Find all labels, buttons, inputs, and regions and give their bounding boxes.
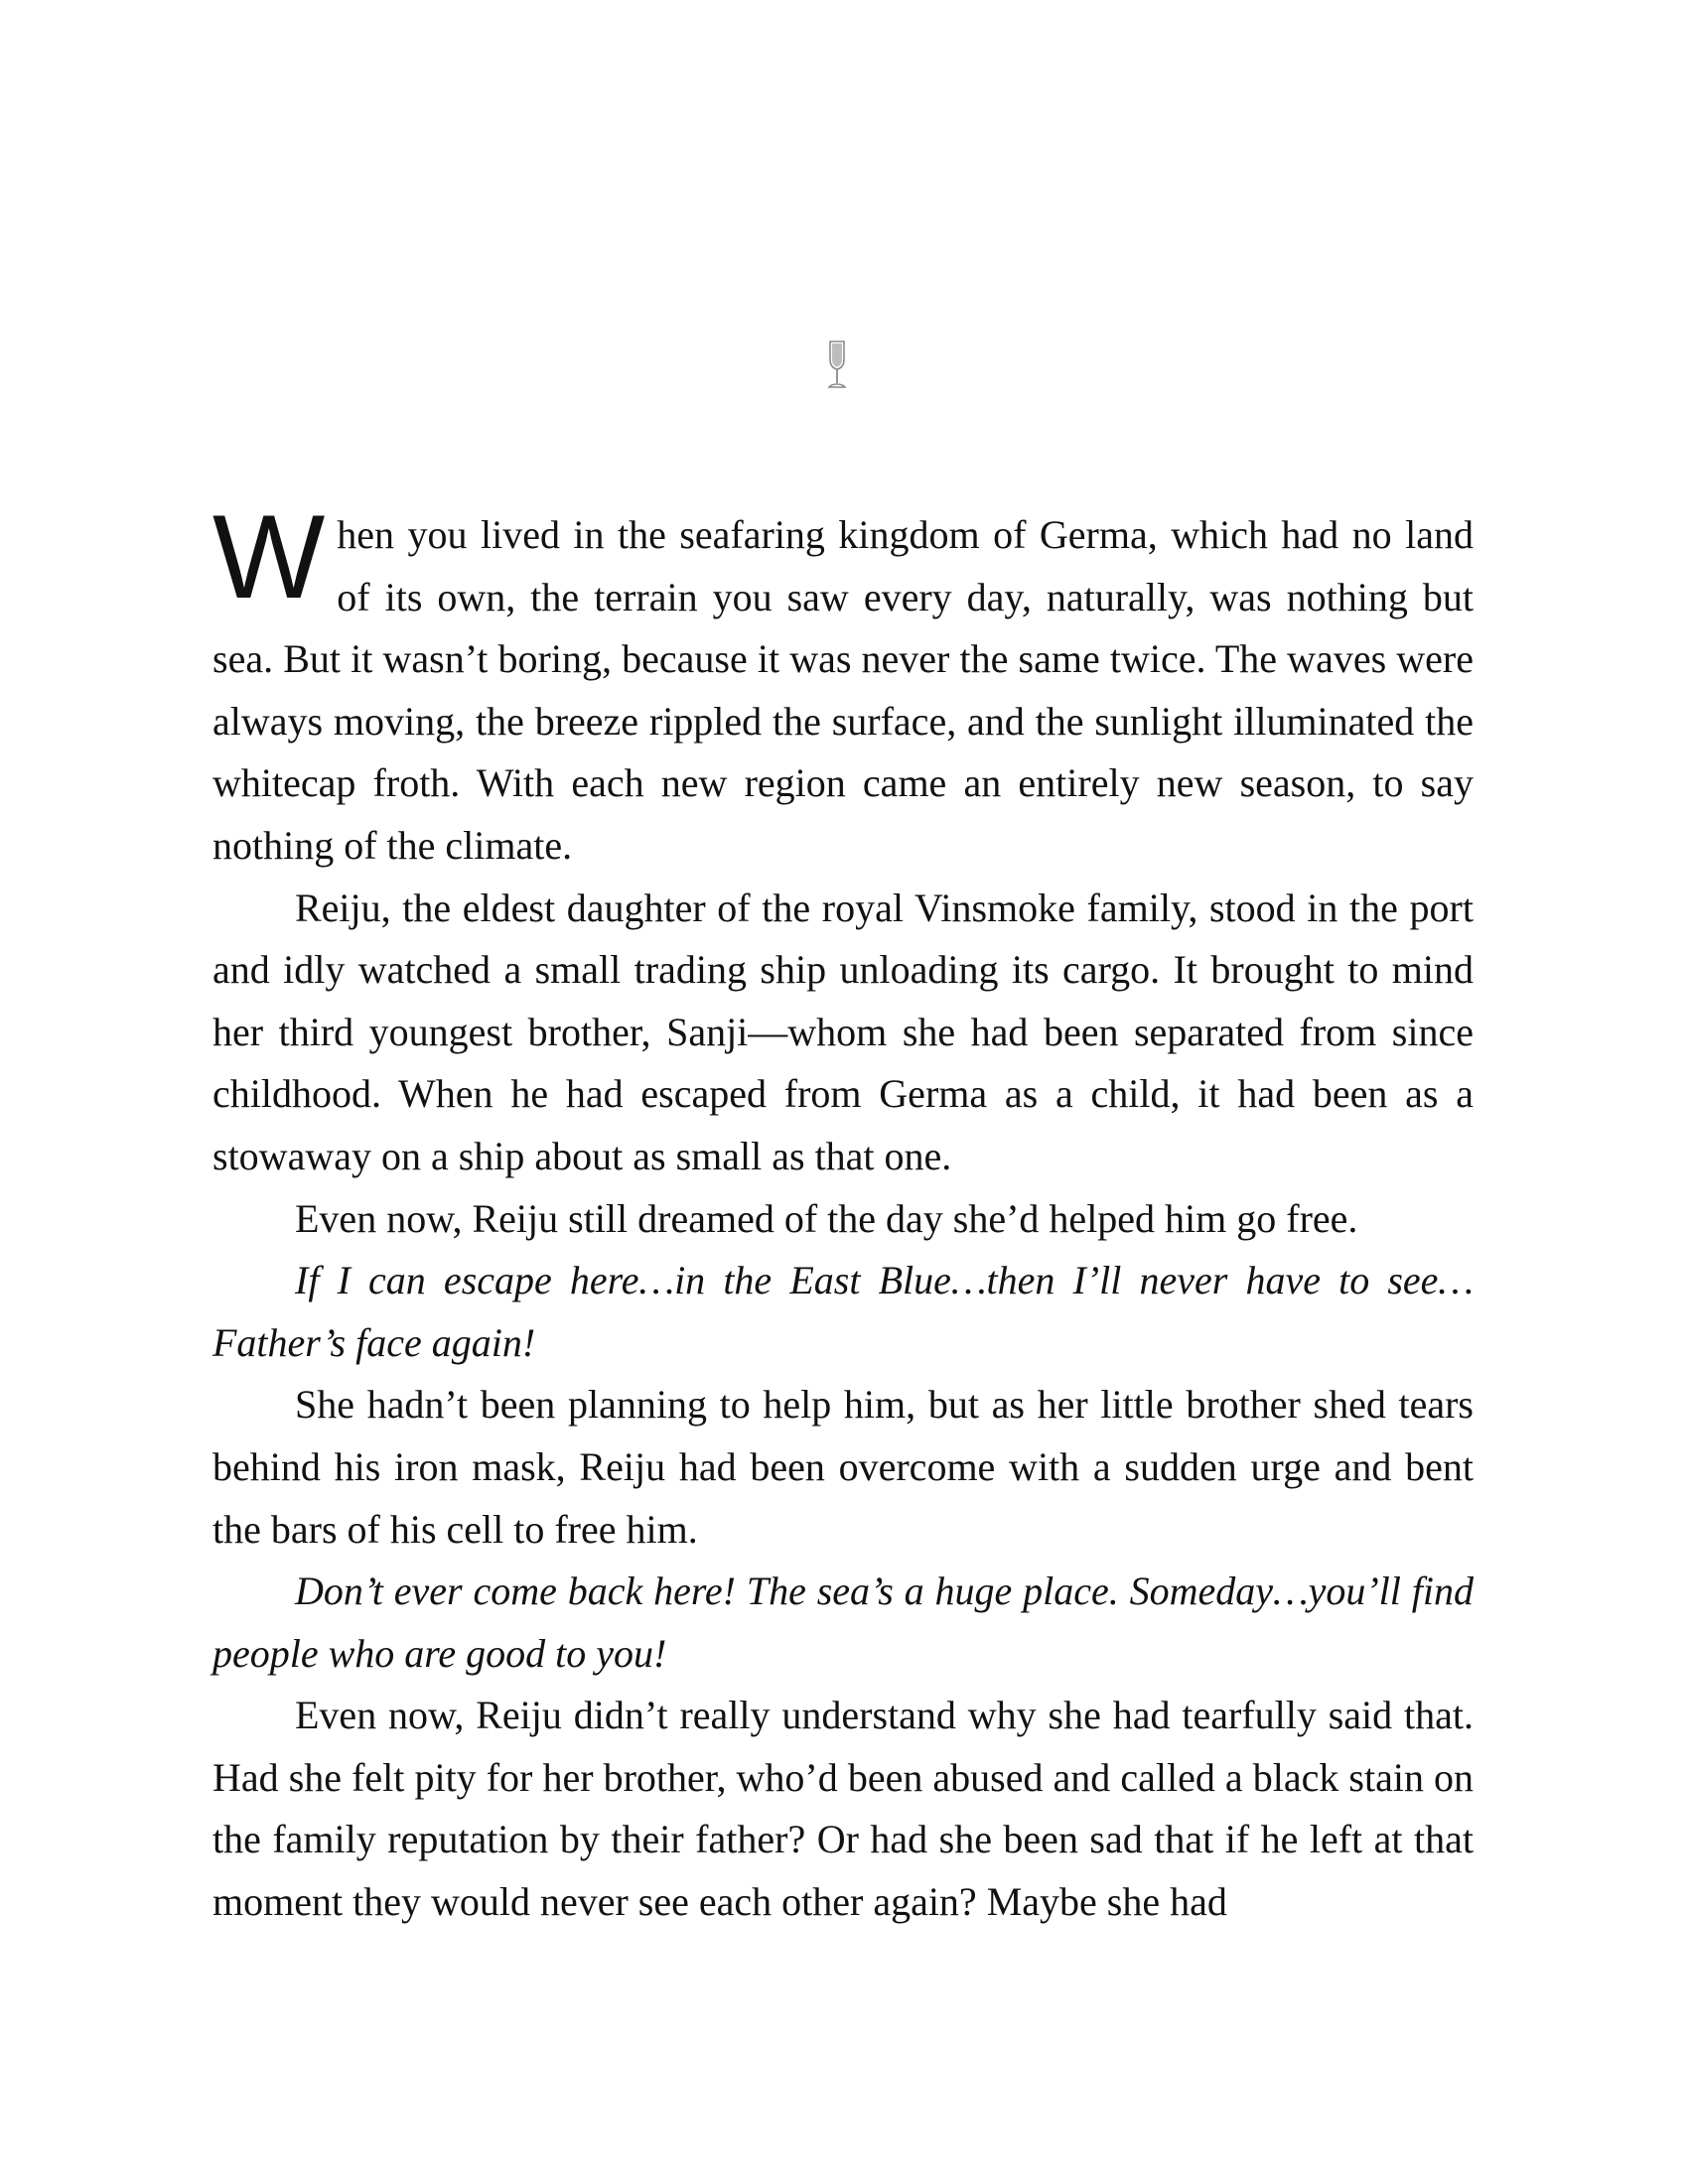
paragraph-7: Even now, Reiju didn’t really understand why she had tearfully said that. Had she felt pity for her brother, who’d been abused and called a black stain on the family reputation by their father? Or had she been sad that if he left at that moment they would never see each other again? Maybe she had	[212, 1693, 1474, 1925]
paragraph-5: She hadn’t been planning to help him, but as her little brother shed tears behind his iron mask, Reiju had been overcome with a sudden urge and bent the bars of his cell to free him.	[212, 1382, 1474, 1552]
paragraph-1	[212, 490, 1474, 878]
drop-cap: W	[212, 490, 326, 623]
paragraph-6-thought: Don’t ever come back here! The sea’s a huge place. Someday…you’ll find people who are good to you!	[212, 1569, 1474, 1676]
paragraph-1-text: hen you lived in the seafaring kingdom of Germa, which had no land of its own, the terrain you saw every day, naturally, was nothing but sea. But it wasn’t boring, because it was never the same twice. The waves were always moving, the breeze rippled the surface, and the sunlight illuminated the whitecap froth. With each new region came an entirely new season, to say nothing of the climate.	[212, 512, 1474, 868]
paragraph-4-thought: If I can escape here…in the East Blue…then I’ll never have to see…Father’s face again!	[212, 1258, 1474, 1365]
paragraph-3: Even now, Reiju still dreamed of the day she’d helped him go free.	[295, 1195, 1358, 1241]
body-text	[212, 490, 1474, 1934]
wine-glass-icon	[824, 340, 850, 391]
paragraph-2: Reiju, the eldest daughter of the royal Vinsmoke family, stood in the port and idly watched a small trading ship unloading its cargo. It brought to mind her third youngest brother, Sanji—whom she had been separated from since childhood. When he had escaped from Germa as a child, it had been as a stowaway on a ship about as small as that one.	[212, 885, 1474, 1178]
